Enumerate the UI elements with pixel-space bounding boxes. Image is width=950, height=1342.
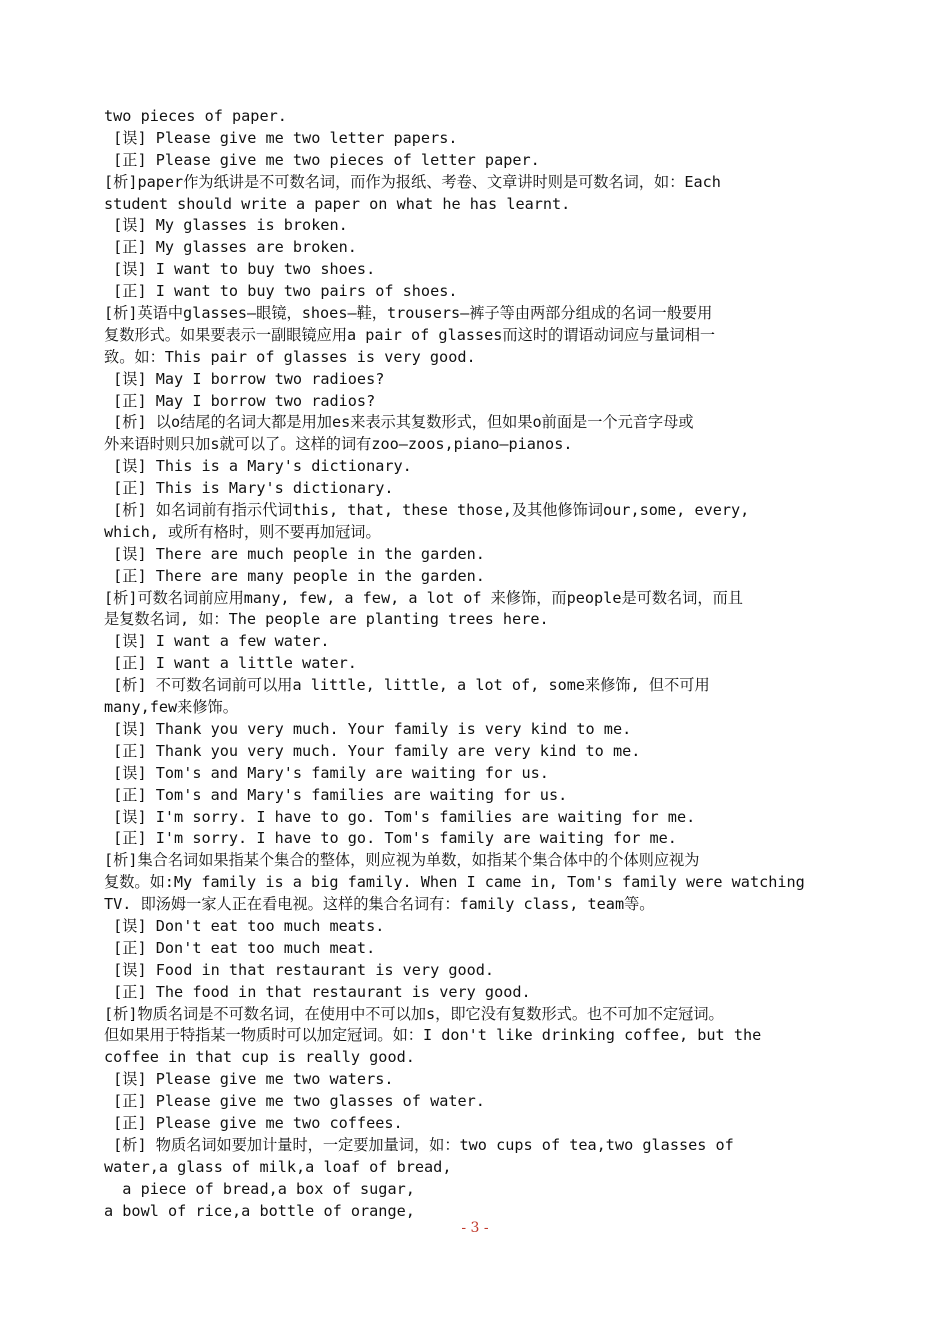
text-line: [正] I want to buy two pairs of shoes. [104, 282, 458, 301]
text-line: [误] Thank you very much. Your family is very kind to me. [104, 719, 632, 738]
text-line: [析] 物质名词如要加计量时，一定要加量词，如：two cups of tea,two glasses of [104, 1135, 734, 1154]
text-line: [正] Please give me two glasses of water. [104, 1092, 485, 1111]
document-body [104, 106, 849, 1222]
text-line: [误] There are much people in the garden. [104, 544, 485, 563]
text-line: [析]集合名词如果指某个集合的整体，则应视为单数，如指某个集合体中的个体则应视为 [104, 851, 700, 870]
text-line: [误] Don't eat too much meats. [104, 916, 385, 935]
text-line: which, 或所有格时，则不要再加冠词。 [104, 522, 381, 541]
text-line: [析] 如名词前有指示代词this, that, these those,及其他修饰词our,some, every, [104, 501, 750, 520]
text-line: [误] Please give me two letter papers. [104, 128, 458, 147]
text-line: [误] I'm sorry. I have to go. Tom's families are waiting for me. [104, 807, 696, 826]
text-line: [正] I want a little water. [104, 654, 357, 673]
text-line: [正] Thank you very much. Your family are very kind to me. [104, 741, 641, 760]
text-line: a bowl of rice,a bottle of orange, [104, 1201, 415, 1220]
text-line: [误] Tom's and Mary's family are waiting for us. [104, 763, 549, 782]
text-line: [正] Please give me two coffees. [104, 1113, 403, 1132]
text-line: two pieces of paper. [104, 107, 287, 125]
text-line: [误] Food in that restaurant is very good. [104, 960, 495, 979]
text-line: student should write a paper on what he has learnt. [104, 194, 571, 213]
text-line: [正] This is Mary's dictionary. [104, 479, 394, 498]
text-line: [正] Tom's and Mary's families are waiting for us. [104, 785, 568, 804]
page-number: - 3 - [461, 1220, 489, 1236]
text-line: [误] My glasses is broken. [104, 216, 348, 235]
text-line: [误] This is a Mary's dictionary. [104, 457, 412, 476]
text-line: [析] 不可数名词前可以用a little, little, a lot of, some来修饰, 但不可用 [104, 676, 710, 695]
text-line: [正] May I borrow two radios? [104, 391, 376, 410]
text-line: 致。如：This pair of glasses is very good. [104, 347, 476, 366]
text-line: 外来语时则只加s就可以了。这样的词有zoo—zoos,piano—pianos. [104, 435, 573, 454]
text-line: [误] I want to buy two shoes. [104, 260, 376, 279]
text-line: [析]可数名词前应用many, few, a few, a lot of 来修饰，而people是可数名词，而且 [104, 588, 743, 607]
text-line: [正] I'm sorry. I have to go. Tom's family are waiting for me. [104, 829, 677, 848]
text-line: water,a glass of milk,a loaf of bread, [104, 1157, 452, 1176]
text-line: 复数。如:My family is a big family. When I came in, Tom's family were watching [104, 873, 805, 892]
text-line: many,few来修饰。 [104, 698, 238, 717]
text-line: [误] I want a few water. [104, 632, 330, 651]
text-line: [析]英语中glasses—眼镜，shoes—鞋，trousers—裤子等由两部分组成的名词一般要用 [104, 304, 713, 323]
text-line: [析] 以o结尾的名词大都是用加es来表示其复数形式，但如果o前面是一个元音字母或 [104, 413, 694, 432]
text-line: [正] The food in that restaurant is very good. [104, 982, 531, 1001]
text-line: [正] Don't eat too much meat. [104, 938, 376, 957]
text-line: a piece of bread,a box of sugar, [104, 1179, 415, 1198]
text-line: [正] My glasses are broken. [104, 238, 357, 257]
text-line: coffee in that cup is really good. [104, 1048, 415, 1067]
text-line: [析]paper作为纸讲是不可数名词，而作为报纸、考卷、文章讲时则是可数名词，如：Each [104, 172, 721, 191]
text-line: 是复数名词, 如：The people are planting trees here. [104, 610, 549, 629]
text-line: [正] There are many people in the garden. [104, 566, 485, 585]
text-line: 但如果用于特指某一物质时可以加定冠词。如：I don't like drinking coffee, but the [104, 1026, 762, 1045]
text-line: [误] Please give me two waters. [104, 1070, 394, 1089]
text-line: 复数形式。如果要表示一副眼镜应用a pair of glasses而这时的谓语动词应与量词相一 [104, 325, 716, 344]
text-line: [析]物质名词是不可数名词，在使用中不可以加s，即它没有复数形式。也不可加不定冠词。 [104, 1004, 724, 1023]
text-line: TV. 即汤姆一家人正在看电视。这样的集合名词有：family class, team等。 [104, 895, 655, 914]
text-line: [误] May I borrow two radioes? [104, 369, 385, 388]
text-line: [正] Please give me two pieces of letter paper. [104, 150, 540, 169]
